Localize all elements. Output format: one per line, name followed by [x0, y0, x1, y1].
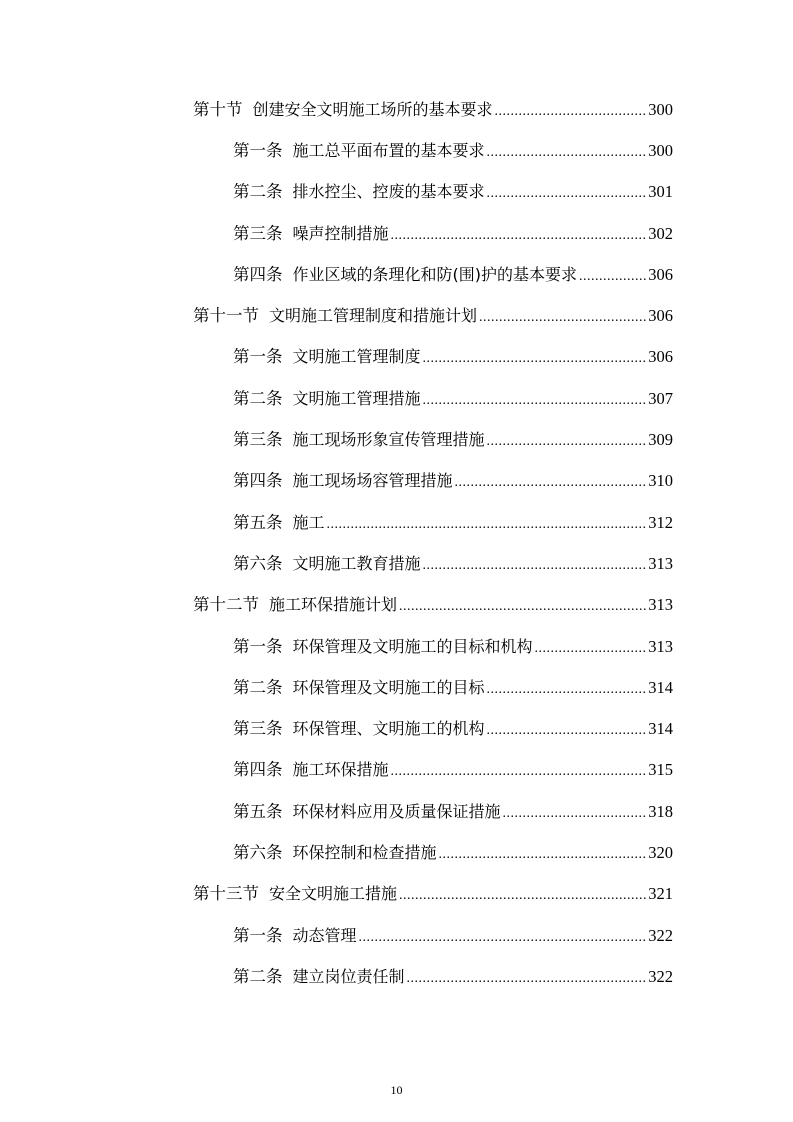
toc-entry-title: 文明施工管理措施: [292, 388, 421, 408]
toc-entry-number: 第四条: [233, 471, 283, 491]
toc-entry-page: 309: [648, 430, 673, 450]
toc-entry[interactable]: [0, 90, 793, 131]
page-number: 10: [390, 1083, 403, 1097]
toc-entry-title: 作业区域的条理化和防(围)护的基本要求: [292, 264, 577, 284]
toc-dot-leader: [439, 845, 647, 865]
toc-entry-number: 第二条: [233, 677, 283, 697]
toc-entry-number: 第二条: [233, 388, 283, 408]
toc-entry-number: 第一条: [233, 925, 283, 945]
toc-dot-leader: [423, 349, 647, 369]
toc-entry-title: 创建安全文明施工场所的基本要求: [252, 99, 493, 119]
toc-dot-leader: [487, 680, 647, 700]
toc-entry-number: 第四条: [233, 760, 283, 780]
toc-entry-title: 施工现场形象宣传管理措施: [292, 430, 485, 450]
toc-entry-title: 环保材料应用及质量保证措施: [292, 801, 501, 821]
toc-entry-page: 300: [648, 140, 673, 160]
toc-dot-leader: [487, 143, 647, 163]
toc-entry[interactable]: [0, 709, 793, 750]
toc-entry[interactable]: [0, 544, 793, 585]
toc-entry-number: 第一条: [233, 636, 283, 656]
toc-entry-number: 第二条: [233, 182, 283, 202]
toc-entry-title: 施工环保措施计划: [269, 595, 398, 615]
toc-entry-title: 环保管理及文明施工的目标: [292, 677, 485, 697]
toc-entry[interactable]: [0, 173, 793, 214]
toc-entry-page: 321: [648, 884, 673, 904]
toc-entry-number: 第一条: [233, 140, 283, 160]
toc-entry-page: 313: [648, 553, 673, 573]
toc-dot-leader: [423, 391, 647, 411]
toc-entry-number: 第一条: [233, 347, 283, 367]
toc-dot-leader: [487, 432, 647, 452]
toc-dot-leader: [579, 267, 646, 287]
toc-entry-page: 301: [648, 182, 673, 202]
toc-dot-leader: [399, 597, 646, 617]
toc-entry-page: 314: [648, 677, 673, 697]
toc-entry-number: 第三条: [233, 719, 283, 739]
toc-entry-page: 300: [648, 99, 673, 119]
toc-entry[interactable]: [0, 916, 793, 957]
toc-entry-title: 施工: [292, 512, 325, 532]
toc-entry[interactable]: [0, 420, 793, 461]
toc-entry-title: 噪声控制措施: [292, 223, 389, 243]
toc-entry[interactable]: [0, 296, 793, 337]
toc-entry[interactable]: [0, 462, 793, 503]
toc-entry[interactable]: [0, 833, 793, 874]
toc-entry[interactable]: [0, 255, 793, 296]
toc-entry-number: 第二条: [233, 966, 283, 986]
toc-entry-page: 312: [648, 512, 673, 532]
toc-entry-page: 322: [648, 966, 673, 986]
toc-entry-number: 第五条: [233, 801, 283, 821]
toc-entry-title: 施工现场场容管理措施: [292, 471, 453, 491]
toc-entry-title: 文明施工教育措施: [292, 553, 421, 573]
toc-dot-leader: [327, 515, 647, 535]
toc-entry-number: 第十节: [193, 99, 243, 119]
toc-entry-number: 第十一节: [193, 306, 259, 326]
toc-entry[interactable]: [0, 668, 793, 709]
toc-entry-title: 环保控制和检查措施: [292, 842, 437, 862]
toc-entry[interactable]: [0, 131, 793, 172]
toc-entry[interactable]: [0, 875, 793, 916]
toc-entry-number: 第十三节: [193, 884, 259, 904]
toc-entry-title: 文明施工管理制度: [292, 347, 421, 367]
toc-entry-title: 施工环保措施: [292, 760, 389, 780]
toc-dot-leader: [391, 762, 647, 782]
toc-entry-number: 第四条: [233, 264, 283, 284]
toc-entry-page: 320: [648, 842, 673, 862]
toc-dot-leader: [487, 721, 647, 741]
toc-entry-title: 安全文明施工措施: [269, 884, 398, 904]
toc-entry-title: 建立岗位责任制: [292, 966, 405, 986]
toc-entry[interactable]: [0, 792, 793, 833]
toc-dot-leader: [535, 639, 647, 659]
toc-dot-leader: [407, 969, 647, 989]
toc-entry-number: 第三条: [233, 223, 283, 243]
toc-entry-title: 施工总平面布置的基本要求: [292, 140, 485, 160]
toc-dot-leader: [455, 473, 647, 493]
toc-entry-page: 307: [648, 388, 673, 408]
toc-entry-page: 318: [648, 801, 673, 821]
toc-entry-page: 310: [648, 471, 673, 491]
toc-entry-page: 306: [648, 306, 673, 326]
toc-entry-page: 313: [648, 636, 673, 656]
toc-entry-title: 环保管理及文明施工的目标和机构: [292, 636, 533, 656]
toc-dot-leader: [479, 308, 646, 328]
toc-entry[interactable]: [0, 379, 793, 420]
toc-entry-number: 第六条: [233, 842, 283, 862]
toc-entry-number: 第六条: [233, 553, 283, 573]
toc-dot-leader: [423, 556, 647, 576]
toc-entry-page: 315: [648, 760, 673, 780]
toc-entry[interactable]: [0, 503, 793, 544]
toc-entry-page: 306: [648, 347, 673, 367]
toc-dot-leader: [503, 804, 647, 824]
toc-entry[interactable]: [0, 751, 793, 792]
toc-entry[interactable]: [0, 627, 793, 668]
toc-entry-title: 文明施工管理制度和措施计划: [269, 306, 478, 326]
toc-dot-leader: [359, 928, 647, 948]
toc-entry-page: 322: [648, 925, 673, 945]
toc-entry[interactable]: [0, 214, 793, 255]
toc-entry[interactable]: [0, 586, 793, 627]
table-of-contents: [0, 90, 793, 999]
toc-entry[interactable]: [0, 338, 793, 379]
toc-entry-page: 313: [648, 595, 673, 615]
toc-entry-page: 302: [648, 223, 673, 243]
toc-entry-number: 第十二节: [193, 595, 259, 615]
toc-entry-page: 306: [648, 264, 673, 284]
toc-dot-leader: [495, 102, 647, 122]
toc-entry-title: 排水控尘、控废的基本要求: [292, 182, 485, 202]
toc-dot-leader: [399, 886, 646, 906]
toc-entry-page: 314: [648, 719, 673, 739]
toc-dot-leader: [391, 226, 647, 246]
toc-entry-title: 环保管理、文明施工的机构: [292, 719, 485, 739]
toc-entry-number: 第五条: [233, 512, 283, 532]
toc-entry-title: 动态管理: [292, 925, 357, 945]
toc-entry-number: 第三条: [233, 430, 283, 450]
toc-entry[interactable]: [0, 957, 793, 998]
toc-dot-leader: [487, 184, 647, 204]
